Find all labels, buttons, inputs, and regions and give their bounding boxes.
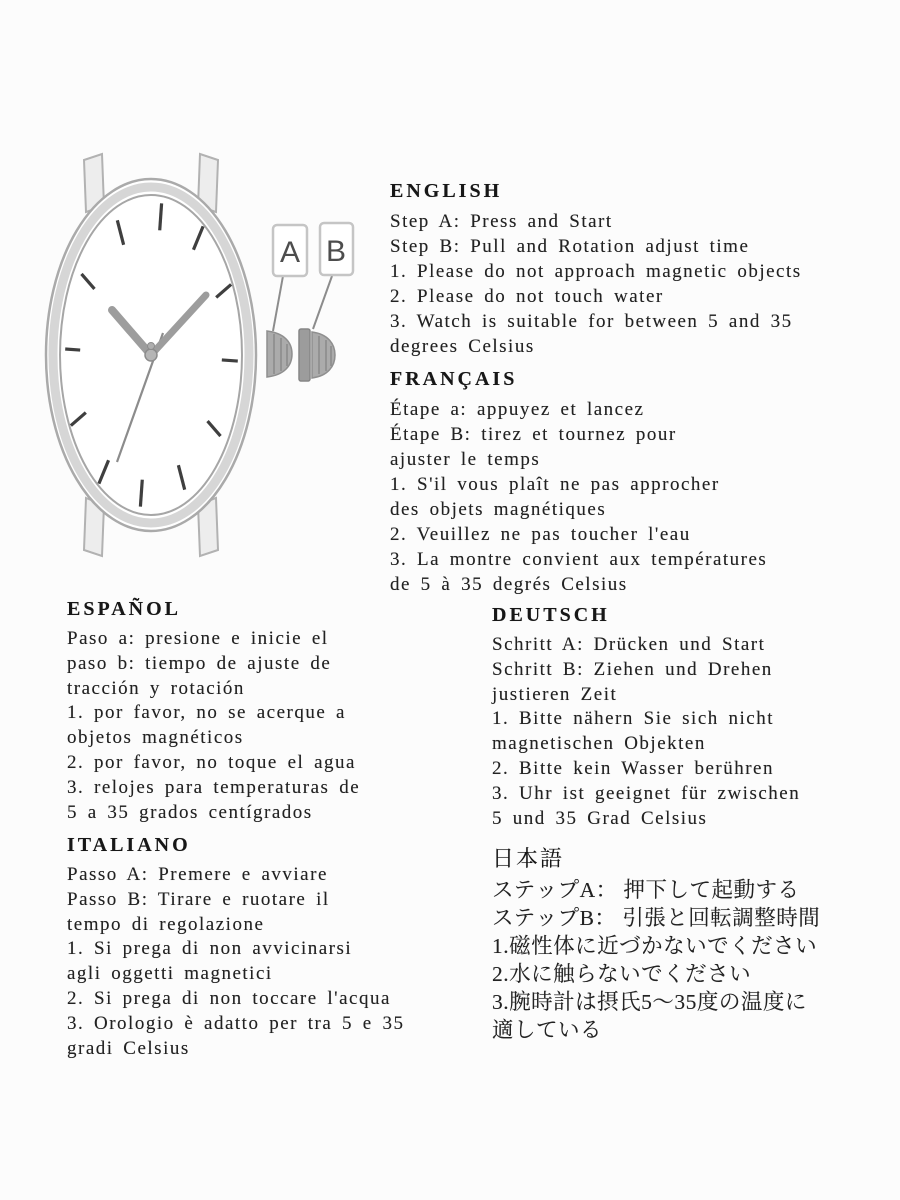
- text-line: 3. Watch is suitable for between 5 and 35: [390, 311, 793, 332]
- italiano-body: [67, 863, 477, 1061]
- hands-hub-top: [148, 343, 155, 350]
- text-line: 2.水に触らないでください: [492, 962, 752, 986]
- english-body: [390, 209, 890, 359]
- francais-heading: FRANÇAIS: [390, 368, 518, 390]
- text-line: ステップB： 引張と回転調整時間: [492, 906, 821, 930]
- espanol-heading: ESPAÑOL: [67, 598, 181, 620]
- francais-body: [390, 397, 890, 597]
- text-line: de 5 à 35 degrés Celsius: [390, 574, 628, 595]
- text-line: 1. Si prega di non avvicinarsi: [67, 938, 353, 960]
- label-a-text: A: [279, 236, 301, 269]
- text-line: 1. por favor, no se acerque a: [67, 702, 346, 724]
- text-line: 2. Bitte kein Wasser berühren: [492, 757, 774, 779]
- crown-b: [299, 329, 335, 381]
- text-line: tempo di regolazione: [67, 913, 265, 935]
- section-japanese: [492, 846, 892, 1044]
- japanese-body: [492, 876, 892, 1044]
- text-line: Schritt B: Ziehen und Drehen: [492, 658, 773, 680]
- deutsch-heading: DEUTSCH: [492, 604, 610, 626]
- section-deutsch: [492, 602, 892, 831]
- crown-a: [267, 331, 292, 377]
- text-line: Schritt A: Drücken und Start: [492, 634, 766, 655]
- section-espanol: [67, 596, 477, 825]
- text-line: 1.磁性体に近づかないでください: [492, 934, 818, 958]
- text-line: objetos magnéticos: [67, 727, 244, 749]
- text-line: Étape a: appuyez et lancez: [390, 399, 645, 420]
- label-b-box: [320, 223, 353, 275]
- text-line: degrees Celsius: [390, 336, 535, 357]
- text-line: 2. Veuillez ne pas toucher l'eau: [390, 524, 691, 545]
- text-line: des objets magnétiques: [390, 499, 607, 520]
- text-line: gradi Celsius: [67, 1037, 190, 1059]
- section-francais: [390, 366, 890, 597]
- text-line: 3. relojes para temperaturas de: [67, 776, 361, 798]
- text-line: magnetischen Objekten: [492, 733, 706, 755]
- text-line: 5 und 35 Grad Celsius: [492, 807, 708, 829]
- label-b-text: B: [325, 235, 347, 268]
- text-line: paso b: tiempo de ajuste de: [67, 652, 332, 674]
- espanol-body: [67, 627, 477, 825]
- text-line: Step B: Pull and Rotation adjust time: [390, 236, 750, 257]
- text-line: 5 a 35 grados centígrados: [67, 801, 313, 823]
- watch-illustration: [40, 140, 370, 580]
- label-a-box: [273, 225, 307, 276]
- section-italiano: [67, 832, 477, 1061]
- japanese-heading: 日本語: [492, 846, 565, 871]
- text-line: 2. Si prega di non toccare l'acqua: [67, 987, 391, 1009]
- section-english: [390, 178, 890, 359]
- text-line: tracción y rotación: [67, 677, 245, 699]
- text-line: Passo B: Tirare e ruotare il: [67, 888, 330, 910]
- text-line: Passo A: Premere e avviare: [67, 864, 328, 885]
- italiano-heading: ITALIANO: [67, 834, 191, 856]
- text-line: Étape B: tirez et tournez pour: [390, 424, 677, 445]
- text-line: 3. Uhr ist geeignet für zwischen: [492, 782, 801, 804]
- text-line: justieren Zeit: [492, 683, 618, 705]
- label-b-leader-line: [313, 276, 332, 329]
- text-line: 適している: [492, 1018, 603, 1042]
- label-a-leader-line: [273, 276, 283, 331]
- text-line: 2. por favor, no toque el agua: [67, 751, 356, 773]
- text-line: 2. Please do not touch water: [390, 286, 664, 307]
- text-line: 1. Please do not approach magnetic objects: [390, 261, 802, 282]
- deutsch-body: [492, 633, 892, 831]
- text-line: 3. La montre convient aux températures: [390, 549, 768, 570]
- text-line: Paso a: presione e inicie el: [67, 628, 329, 649]
- text-line: 1. S'il vous plaît ne pas approcher: [390, 474, 720, 495]
- hands-hub: [145, 349, 157, 361]
- text-line: ajuster le temps: [390, 449, 541, 470]
- text-line: 1. Bitte nähern Sie sich nicht: [492, 708, 775, 730]
- text-line: 3. Orologio è adatto per tra 5 e 35: [67, 1012, 405, 1034]
- text-line: agli oggetti magnetici: [67, 963, 273, 985]
- english-heading: ENGLISH: [390, 180, 503, 202]
- text-line: 3.腕時計は摂氏5～35度の温度に: [492, 990, 807, 1014]
- text-line: Step A: Press and Start: [390, 211, 613, 232]
- text-line: ステップA： 押下して起動する: [492, 878, 800, 902]
